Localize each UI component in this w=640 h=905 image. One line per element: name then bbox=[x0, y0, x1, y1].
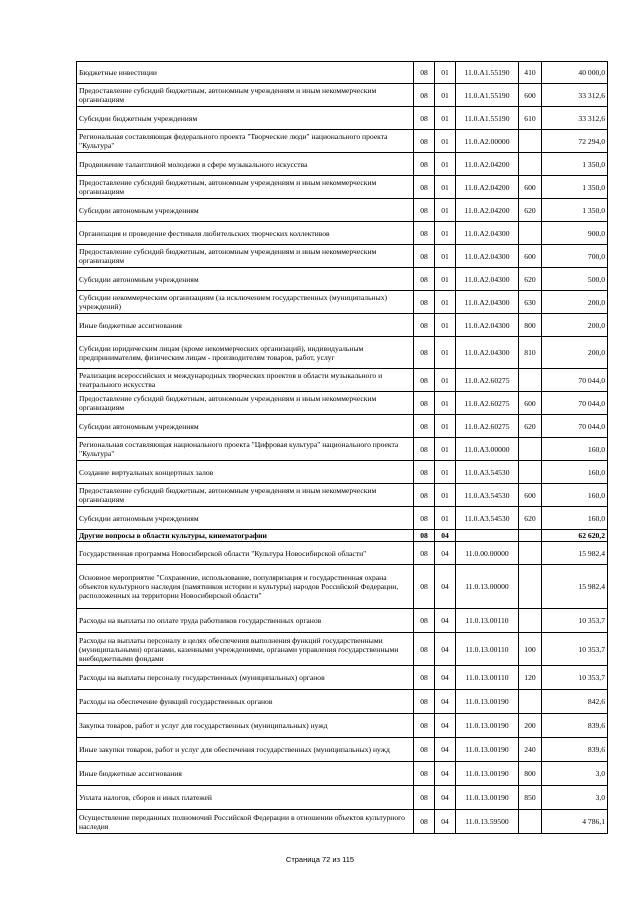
row-target-article: 11.0.A3.00000 bbox=[456, 438, 519, 461]
row-subsection: 01 bbox=[435, 245, 456, 268]
row-target-article: 11.0.A2.04300 bbox=[456, 268, 519, 291]
table-row bbox=[77, 666, 608, 690]
row-expense-type: 600 bbox=[519, 392, 542, 415]
row-amount: 1 350,0 bbox=[542, 153, 608, 176]
row-name: Закупка товаров, работ и услуг для государственных (муниципальных) нужд bbox=[77, 714, 414, 738]
row-expense-type bbox=[519, 222, 542, 245]
row-section: 08 bbox=[414, 738, 435, 762]
row-expense-type: 600 bbox=[519, 484, 542, 507]
table-row bbox=[77, 690, 608, 714]
table-row bbox=[77, 392, 608, 415]
row-name: Реализация всероссийских и международных творческих проектов в области музыкального и театрального искусства bbox=[77, 369, 414, 392]
row-amount: 33 312,6 bbox=[542, 107, 608, 130]
row-amount: 160,0 bbox=[542, 461, 608, 484]
row-expense-type: 100 bbox=[519, 633, 542, 666]
table-row bbox=[77, 314, 608, 337]
row-name: Предоставление субсидий бюджетным, автономным учреждениям и иным некоммерческим организациям bbox=[77, 176, 414, 199]
row-name: Расходы на выплаты персоналу в целях обеспечения выполнения функций государственными (муниципальными) органами, казенными учреждениями, органами управления государственными внебюджетными фондами bbox=[77, 633, 414, 666]
row-name: Субсидии бюджетным учреждениям bbox=[77, 107, 414, 130]
row-subsection: 04 bbox=[435, 786, 456, 810]
row-section: 08 bbox=[414, 84, 435, 107]
row-expense-type bbox=[519, 530, 542, 542]
row-amount: 160,0 bbox=[542, 484, 608, 507]
row-section: 08 bbox=[414, 107, 435, 130]
row-name: Субсидии юридическим лицам (кроме некоммерческих организаций), индивидуальным предпринимателям, физическим лицам - производителям товаров, работ, услуг bbox=[77, 337, 414, 369]
table-row bbox=[77, 507, 608, 530]
table-row bbox=[77, 633, 608, 666]
table-row bbox=[77, 107, 608, 130]
row-subsection: 01 bbox=[435, 484, 456, 507]
row-amount: 70 044,0 bbox=[542, 415, 608, 438]
row-amount: 200,0 bbox=[542, 291, 608, 314]
row-amount: 4 786,1 bbox=[542, 810, 608, 834]
row-expense-type: 600 bbox=[519, 176, 542, 199]
row-expense-type: 410 bbox=[519, 62, 542, 84]
table-row bbox=[77, 369, 608, 392]
row-expense-type: 800 bbox=[519, 314, 542, 337]
row-name: Другие вопросы в области культуры, кинематографии bbox=[77, 530, 414, 542]
table-row bbox=[77, 609, 608, 633]
row-amount: 72 294,0 bbox=[542, 130, 608, 153]
row-name: Государственная программа Новосибирской области "Культура Новосибирской области" bbox=[77, 542, 414, 565]
row-subsection: 01 bbox=[435, 199, 456, 222]
row-amount: 15 982,4 bbox=[542, 565, 608, 609]
row-subsection: 01 bbox=[435, 415, 456, 438]
row-expense-type: 120 bbox=[519, 666, 542, 690]
table-row bbox=[77, 130, 608, 153]
row-section: 08 bbox=[414, 609, 435, 633]
row-target-article: 11.0.00.00000 bbox=[456, 542, 519, 565]
row-target-article: 11.0.A2.04200 bbox=[456, 199, 519, 222]
row-target-article: 11.0.A2.04300 bbox=[456, 337, 519, 369]
row-subsection: 04 bbox=[435, 633, 456, 666]
row-expense-type: 610 bbox=[519, 107, 542, 130]
row-name: Осуществление переданных полномочий Российской Федерации в отношении объектов культурного наследия bbox=[77, 810, 414, 834]
row-expense-type: 620 bbox=[519, 199, 542, 222]
row-subsection: 01 bbox=[435, 392, 456, 415]
row-subsection: 01 bbox=[435, 291, 456, 314]
row-section: 08 bbox=[414, 291, 435, 314]
row-amount: 3,0 bbox=[542, 762, 608, 786]
row-amount: 3,0 bbox=[542, 786, 608, 810]
row-expense-type: 240 bbox=[519, 738, 542, 762]
row-section: 08 bbox=[414, 666, 435, 690]
row-amount: 200,0 bbox=[542, 314, 608, 337]
row-target-article: 11.0.A2.04300 bbox=[456, 314, 519, 337]
row-subsection: 01 bbox=[435, 176, 456, 199]
row-section: 08 bbox=[414, 690, 435, 714]
row-target-article: 11.0.A3.54530 bbox=[456, 461, 519, 484]
row-amount: 70 044,0 bbox=[542, 392, 608, 415]
row-name: Бюджетные инвестиции bbox=[77, 62, 414, 84]
row-section: 08 bbox=[414, 153, 435, 176]
row-section: 08 bbox=[414, 438, 435, 461]
table-row bbox=[77, 153, 608, 176]
row-amount: 839,6 bbox=[542, 714, 608, 738]
row-subsection: 01 bbox=[435, 84, 456, 107]
row-name: Уплата налогов, сборов и иных платежей bbox=[77, 786, 414, 810]
row-subsection: 01 bbox=[435, 507, 456, 530]
row-target-article: 11.0.13.00110 bbox=[456, 633, 519, 666]
row-expense-type: 620 bbox=[519, 415, 542, 438]
row-subsection: 04 bbox=[435, 542, 456, 565]
row-subsection: 04 bbox=[435, 609, 456, 633]
table-row bbox=[77, 786, 608, 810]
table-row bbox=[77, 438, 608, 461]
row-section: 08 bbox=[414, 633, 435, 666]
row-name: Субсидии автономным учреждениям bbox=[77, 268, 414, 291]
row-subsection: 01 bbox=[435, 130, 456, 153]
row-amount: 10 353,7 bbox=[542, 633, 608, 666]
row-subsection: 01 bbox=[435, 369, 456, 392]
row-name: Субсидии некоммерческим организациям (за исключением государственных (муниципальных) учреждений) bbox=[77, 291, 414, 314]
table-row bbox=[77, 530, 608, 542]
table-row bbox=[77, 84, 608, 107]
row-section: 08 bbox=[414, 245, 435, 268]
row-section: 08 bbox=[414, 810, 435, 834]
row-name: Предоставление субсидий бюджетным, автономным учреждениям и иным некоммерческим организациям bbox=[77, 245, 414, 268]
row-section: 08 bbox=[414, 461, 435, 484]
row-amount: 62 620,2 bbox=[542, 530, 608, 542]
row-target-article: 11.0.A2.04200 bbox=[456, 176, 519, 199]
row-target-article: 11.0.13.00190 bbox=[456, 690, 519, 714]
row-amount: 15 982,4 bbox=[542, 542, 608, 565]
row-section: 08 bbox=[414, 130, 435, 153]
row-target-article: 11.0.A1.55190 bbox=[456, 107, 519, 130]
table-row bbox=[77, 461, 608, 484]
row-expense-type: 630 bbox=[519, 291, 542, 314]
row-target-article: 11.0.A2.00000 bbox=[456, 130, 519, 153]
row-section: 08 bbox=[414, 484, 435, 507]
row-expense-type bbox=[519, 565, 542, 609]
table-row bbox=[77, 565, 608, 609]
row-section: 08 bbox=[414, 507, 435, 530]
row-amount: 70 044,0 bbox=[542, 369, 608, 392]
row-name: Субсидии автономным учреждениям bbox=[77, 507, 414, 530]
row-section: 08 bbox=[414, 62, 435, 84]
row-expense-type bbox=[519, 153, 542, 176]
row-section: 08 bbox=[414, 176, 435, 199]
row-expense-type: 600 bbox=[519, 245, 542, 268]
row-name: Предоставление субсидий бюджетным, автономным учреждениям и иным некоммерческим организациям bbox=[77, 84, 414, 107]
row-subsection: 01 bbox=[435, 438, 456, 461]
row-expense-type: 620 bbox=[519, 507, 542, 530]
table-row bbox=[77, 542, 608, 565]
row-subsection: 04 bbox=[435, 810, 456, 834]
row-subsection: 01 bbox=[435, 268, 456, 291]
row-name: Региональная составляющая национального проекта "Цифровая культура" национального проекта "Культура" bbox=[77, 438, 414, 461]
table-row bbox=[77, 245, 608, 268]
row-section: 08 bbox=[414, 314, 435, 337]
table-row bbox=[77, 268, 608, 291]
row-subsection: 04 bbox=[435, 666, 456, 690]
row-amount: 10 353,7 bbox=[542, 609, 608, 633]
row-subsection: 04 bbox=[435, 690, 456, 714]
row-name: Субсидии автономным учреждениям bbox=[77, 415, 414, 438]
table-row bbox=[77, 714, 608, 738]
table-row bbox=[77, 62, 608, 84]
row-amount: 160,0 bbox=[542, 438, 608, 461]
row-target-article: 11.0.13.59500 bbox=[456, 810, 519, 834]
row-name: Расходы на обеспечение функций государственных органов bbox=[77, 690, 414, 714]
row-expense-type bbox=[519, 542, 542, 565]
row-name: Субсидии автономным учреждениям bbox=[77, 199, 414, 222]
row-section: 08 bbox=[414, 268, 435, 291]
row-expense-type: 620 bbox=[519, 268, 542, 291]
row-target-article: 11.0.13.00000 bbox=[456, 565, 519, 609]
page-footer: Страница 72 из 115 bbox=[285, 855, 355, 864]
row-name: Предоставление субсидий бюджетным, автономным учреждениям и иным некоммерческим организациям bbox=[77, 392, 414, 415]
row-name: Иные закупки товаров, работ и услуг для обеспечения государственных (муниципальных) нужд bbox=[77, 738, 414, 762]
row-name: Иные бюджетные ассигнования bbox=[77, 314, 414, 337]
row-expense-type bbox=[519, 438, 542, 461]
table-row bbox=[77, 810, 608, 834]
row-name: Региональная составляющая федерального проекта "Творческие люди" национального проекта "Культура" bbox=[77, 130, 414, 153]
row-section: 08 bbox=[414, 530, 435, 542]
row-subsection: 01 bbox=[435, 337, 456, 369]
budget-table bbox=[76, 61, 608, 834]
row-section: 08 bbox=[414, 369, 435, 392]
row-target-article: 11.0.A2.04300 bbox=[456, 222, 519, 245]
row-amount: 10 353,7 bbox=[542, 666, 608, 690]
row-section: 08 bbox=[414, 762, 435, 786]
table-row bbox=[77, 738, 608, 762]
table-row bbox=[77, 199, 608, 222]
row-name: Создание виртуальных концертных залов bbox=[77, 461, 414, 484]
table-row bbox=[77, 291, 608, 314]
row-expense-type bbox=[519, 609, 542, 633]
row-expense-type: 850 bbox=[519, 786, 542, 810]
row-section: 08 bbox=[414, 222, 435, 245]
row-name: Организация и проведение фестиваля любительских творческих коллективов bbox=[77, 222, 414, 245]
table-row bbox=[77, 176, 608, 199]
row-expense-type: 600 bbox=[519, 84, 542, 107]
row-expense-type bbox=[519, 690, 542, 714]
row-section: 08 bbox=[414, 542, 435, 565]
row-target-article: 11.0.A2.04300 bbox=[456, 245, 519, 268]
row-target-article: 11.0.A2.60275 bbox=[456, 392, 519, 415]
row-subsection: 04 bbox=[435, 762, 456, 786]
row-target-article: 11.0.A2.60275 bbox=[456, 415, 519, 438]
row-subsection: 04 bbox=[435, 714, 456, 738]
row-target-article: 11.0.A3.54530 bbox=[456, 484, 519, 507]
row-amount: 33 312,6 bbox=[542, 84, 608, 107]
row-section: 08 bbox=[414, 199, 435, 222]
row-expense-type bbox=[519, 369, 542, 392]
row-section: 08 bbox=[414, 337, 435, 369]
row-target-article: 11.0.A1.55190 bbox=[456, 84, 519, 107]
row-target-article: 11.0.13.00110 bbox=[456, 609, 519, 633]
row-amount: 1 350,0 bbox=[542, 199, 608, 222]
row-target-article: 11.0.A2.04200 bbox=[456, 153, 519, 176]
row-amount: 200,0 bbox=[542, 337, 608, 369]
row-subsection: 01 bbox=[435, 153, 456, 176]
row-amount: 1 350,0 bbox=[542, 176, 608, 199]
table-row bbox=[77, 222, 608, 245]
table-row bbox=[77, 415, 608, 438]
row-amount: 839,6 bbox=[542, 738, 608, 762]
row-subsection: 01 bbox=[435, 107, 456, 130]
row-name: Продвижение талантливой молодежи в сфере музыкального искусства bbox=[77, 153, 414, 176]
row-expense-type bbox=[519, 130, 542, 153]
row-target-article: 11.0.13.00190 bbox=[456, 714, 519, 738]
row-name: Расходы на выплаты по оплате труда работников государственных органов bbox=[77, 609, 414, 633]
row-target-article: 11.0.13.00190 bbox=[456, 786, 519, 810]
row-section: 08 bbox=[414, 714, 435, 738]
row-target-article: 11.0.A2.60275 bbox=[456, 369, 519, 392]
row-expense-type bbox=[519, 461, 542, 484]
row-section: 08 bbox=[414, 392, 435, 415]
row-target-article bbox=[456, 530, 519, 542]
row-amount: 842,6 bbox=[542, 690, 608, 714]
row-target-article: 11.0.A1.55190 bbox=[456, 62, 519, 84]
row-name: Предоставление субсидий бюджетным, автономным учреждениям и иным некоммерческим организациям bbox=[77, 484, 414, 507]
row-subsection: 01 bbox=[435, 222, 456, 245]
row-amount: 900,0 bbox=[542, 222, 608, 245]
row-name: Расходы на выплаты персоналу государственных (муниципальных) органов bbox=[77, 666, 414, 690]
row-target-article: 11.0.13.00190 bbox=[456, 762, 519, 786]
row-subsection: 04 bbox=[435, 530, 456, 542]
row-name: Основное мероприятие "Сохранение, использование, популяризация и государственная охрана объектов культурного наследия (памятников истории и культуры) народов Российской Федерации, расположенных на территории Новосибирской области" bbox=[77, 565, 414, 609]
table-row bbox=[77, 484, 608, 507]
row-subsection: 01 bbox=[435, 461, 456, 484]
table-row bbox=[77, 762, 608, 786]
row-subsection: 01 bbox=[435, 314, 456, 337]
row-subsection: 04 bbox=[435, 565, 456, 609]
row-section: 08 bbox=[414, 415, 435, 438]
budget-table-body bbox=[77, 62, 608, 834]
row-amount: 160,0 bbox=[542, 507, 608, 530]
row-subsection: 04 bbox=[435, 738, 456, 762]
row-target-article: 11.0.13.00110 bbox=[456, 666, 519, 690]
row-target-article: 11.0.A3.54530 bbox=[456, 507, 519, 530]
row-expense-type: 200 bbox=[519, 714, 542, 738]
row-amount: 500,0 bbox=[542, 268, 608, 291]
row-section: 08 bbox=[414, 786, 435, 810]
row-amount: 700,0 bbox=[542, 245, 608, 268]
row-expense-type: 810 bbox=[519, 337, 542, 369]
row-target-article: 11.0.13.00190 bbox=[456, 738, 519, 762]
row-target-article: 11.0.A2.04300 bbox=[456, 291, 519, 314]
row-name: Иные бюджетные ассигнования bbox=[77, 762, 414, 786]
row-expense-type: 800 bbox=[519, 762, 542, 786]
table-row bbox=[77, 337, 608, 369]
row-expense-type bbox=[519, 810, 542, 834]
row-amount: 40 000,0 bbox=[542, 62, 608, 84]
row-subsection: 01 bbox=[435, 62, 456, 84]
row-section: 08 bbox=[414, 565, 435, 609]
